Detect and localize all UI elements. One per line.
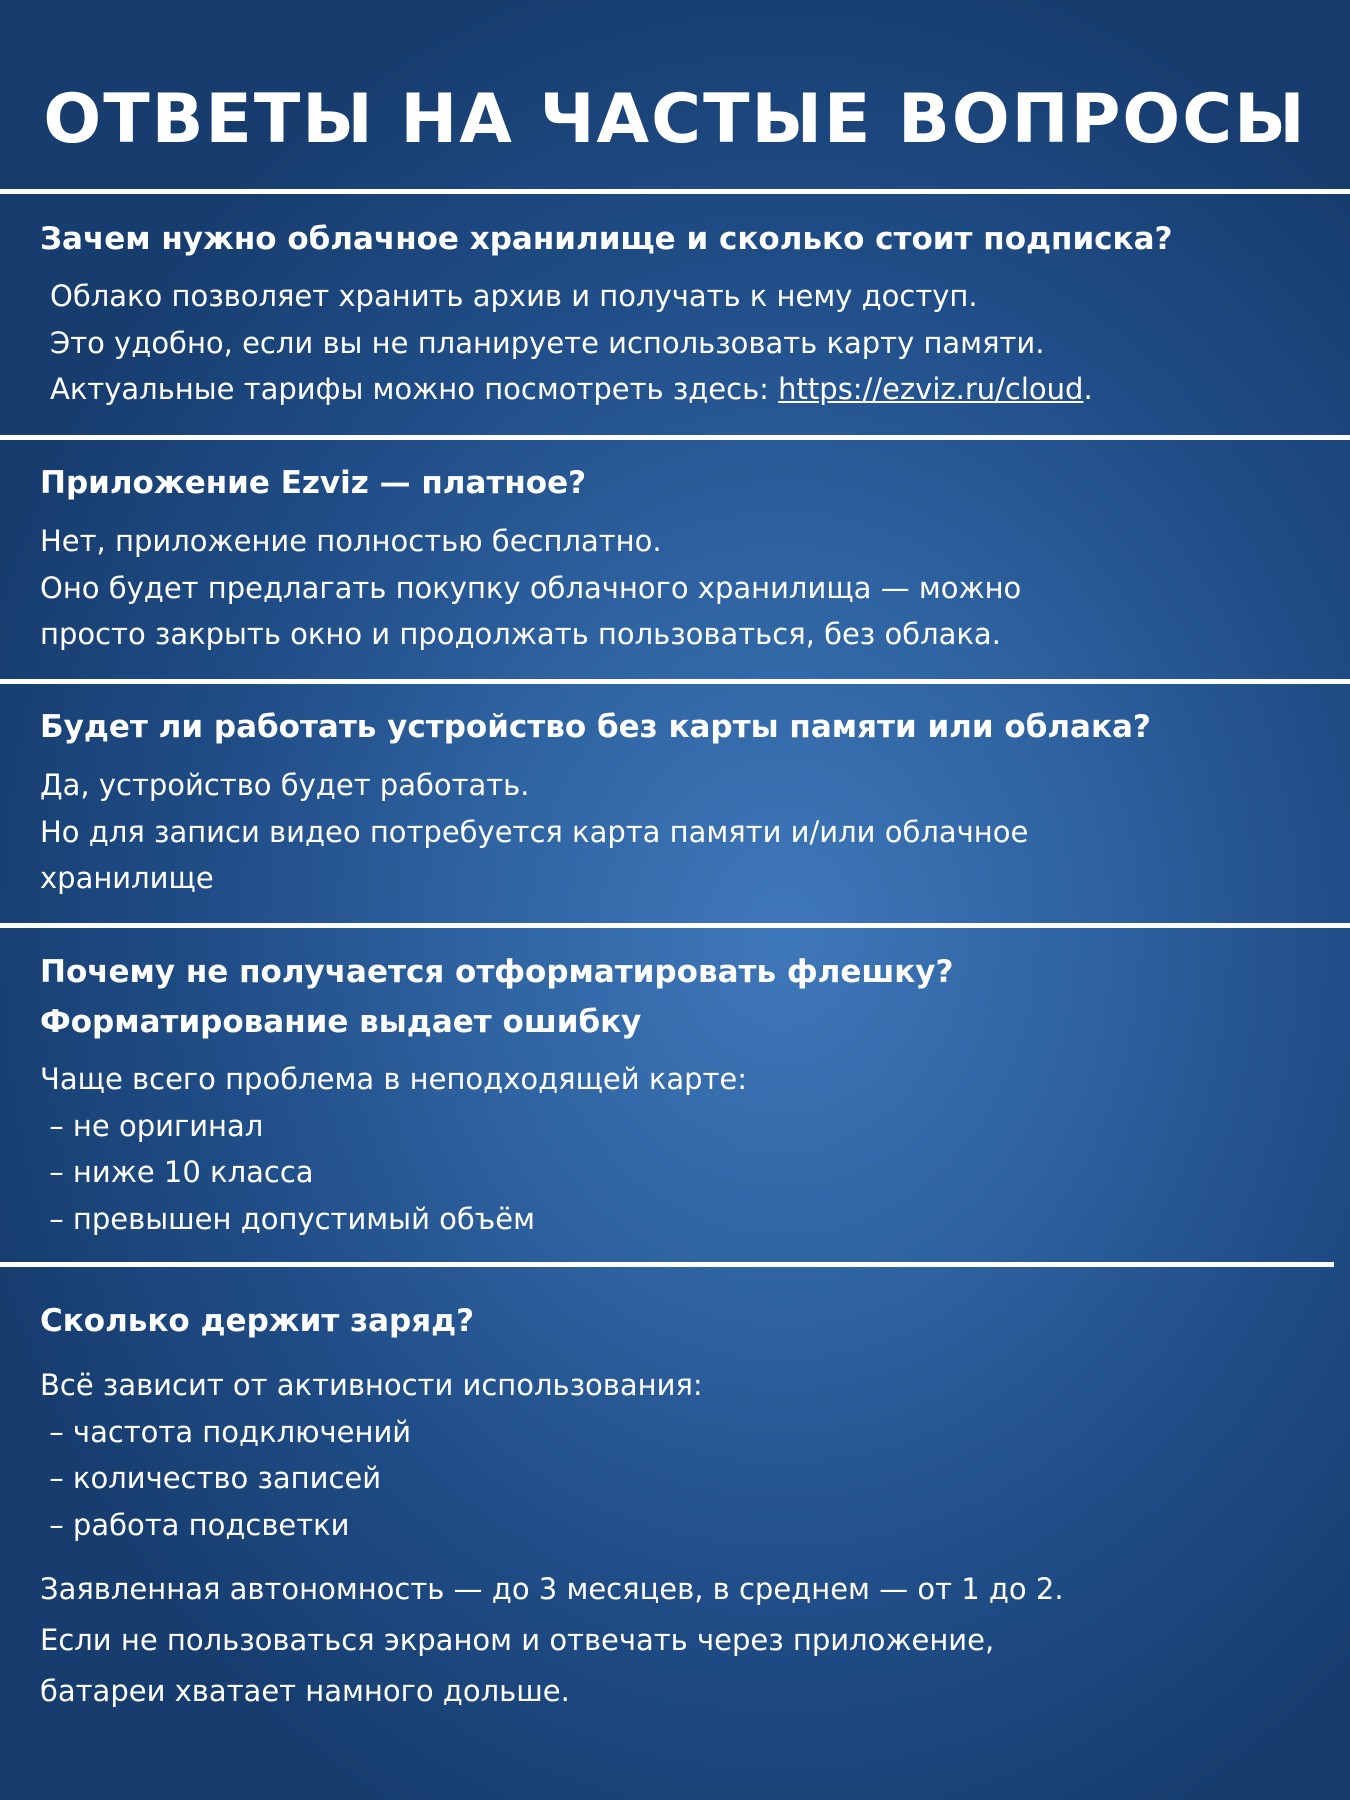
faq-question: Зачем нужно облачное хранилище и сколько стоит подписка?: [40, 221, 1173, 257]
answer-line: Это удобно, если вы не планируете использовать карту памяти.: [50, 325, 1045, 360]
list-item: – ниже 10 класса: [40, 1155, 314, 1189]
list-item: – количество записей: [40, 1461, 382, 1495]
divider: [0, 1262, 1334, 1267]
list-item: – превышен допустимый объём: [40, 1201, 535, 1236]
list-item: – частота подключений: [40, 1414, 412, 1449]
faq-question: Форматирование выдает ошибку: [40, 1004, 642, 1040]
list-item: – работа подсветки: [40, 1507, 350, 1542]
answer-line: Облако позволяет хранить архив и получать к нему доступ.: [50, 279, 978, 313]
answer-line: Да, устройство будет работать.: [40, 768, 530, 802]
answer-line: Оно будет предлагать покупку облачного хранилища — можно: [40, 570, 1022, 605]
divider: [0, 435, 1350, 440]
faq-answer: [40, 518, 1330, 658]
answer-text: .: [1083, 372, 1093, 406]
cloud-tariffs-link[interactable]: https://ezviz.ru/cloud: [778, 372, 1084, 406]
answer-text: Актуальные тарифы можно посмотреть здесь:: [50, 372, 779, 406]
answer-line: Нет, приложение полностью бесплатно.: [40, 524, 662, 558]
faq-answer: [40, 762, 1330, 902]
faq-item-format: [40, 947, 1330, 1242]
faq-question: Почему не получается отформатировать флешку?: [40, 954, 954, 990]
answer-line: [50, 366, 1330, 413]
divider: [0, 923, 1350, 928]
answer-line: Чаще всего проблема в неподходящей карте:: [40, 1062, 748, 1096]
faq-item-battery: [40, 1296, 1330, 1717]
divider: [0, 189, 1350, 194]
answer-line: Но для записи видео потребуется карта памяти и/или облачное: [40, 814, 1029, 849]
faq-question: Сколько держит заряд?: [40, 1303, 475, 1339]
faq-item-app-price: [40, 458, 1330, 658]
answer-line: батареи хватает намного дольше.: [40, 1674, 570, 1708]
faq-answer: [40, 1362, 1330, 1548]
answer-line: Заявленная автономность — до 3 месяцев, в среднем — от 1 до 2.: [40, 1572, 1064, 1606]
faq-question: Будет ли работать устройство без карты памяти или облака?: [40, 709, 1151, 745]
faq-answer-extra: [40, 1564, 1330, 1717]
faq-answer: [40, 273, 1330, 413]
faq-item-cloud: [40, 214, 1330, 413]
list-item: – не оригинал: [40, 1108, 264, 1143]
page-title: ОТВЕТЫ НА ЧАСТЫЕ ВОПРОСЫ: [43, 80, 1307, 159]
faq-answer: [40, 1056, 1330, 1242]
divider: [0, 679, 1350, 684]
answer-line: хранилище: [40, 861, 214, 895]
faq-question: Приложение Ezviz — платное?: [40, 465, 587, 501]
answer-line: Если не пользоваться экраном и отвечать через приложение,: [40, 1623, 995, 1657]
answer-line: Всё зависит от активности использования:: [40, 1368, 703, 1402]
answer-line: просто закрыть окно и продолжать пользоваться, без облака.: [40, 617, 1001, 651]
faq-item-no-card: [40, 702, 1330, 902]
